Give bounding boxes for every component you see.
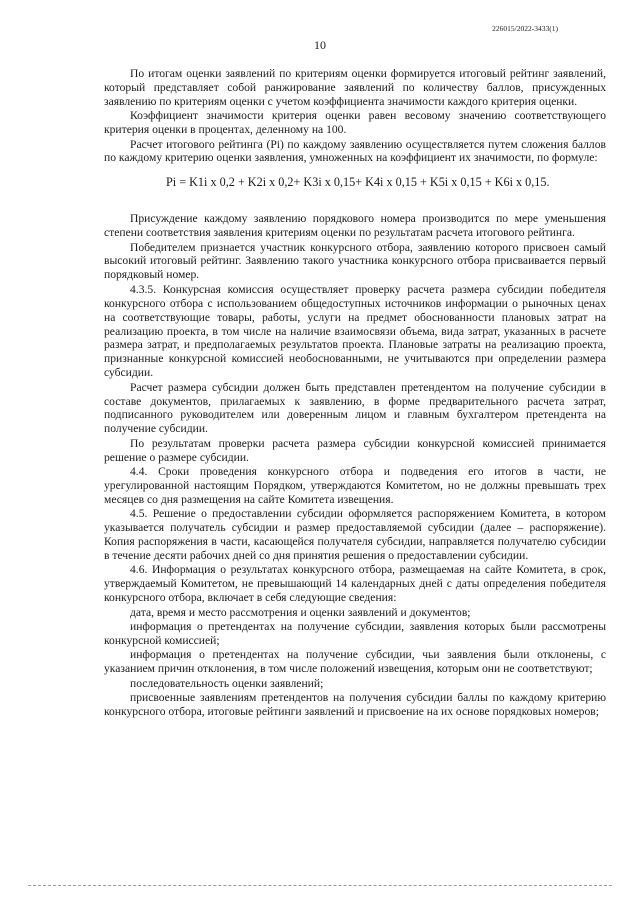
document-body — [104, 67, 606, 719]
paragraph: Расчет итогового рейтинга (Pi) по каждому заявлению осуществляется путем сложения баллов по каждому критерию оценки заявления, умноженных на коэффициент их значимости, по формуле: — [104, 137, 606, 165]
paragraph: Присуждение каждому заявлению порядкового номера производится по мере уменьшения степени соответствия заявления критериям оценки по результатам расчета итогового рейтинга. — [104, 212, 606, 240]
list-item: дата, время и место рассмотрения и оценки заявлений и документов; — [130, 605, 471, 619]
paragraph: Коэффициент значимости критерия оценки равен весовому значению соответствующего критерия оценки в процентах, деленному на 100. — [104, 109, 606, 137]
paragraph: 4.6. Информация о результатах конкурсного отбора, размещаемая на сайте Комитета, в срок, утверждаемый Комитетом, не превышающий 14 календарных дней с даты определения победителя конкурсного отбора, включает в себя следующие сведения: — [104, 563, 606, 605]
document-number: 226015/2022-3433(1) — [492, 24, 558, 33]
page-number: 10 — [314, 38, 326, 52]
list-item: присвоенные заявлениям претендентов на получения субсидии баллы по каждому критерию конкурсного отбора, итоговые рейтинги заявлений и присвоение на их основе порядковых номеров; — [104, 691, 606, 718]
page-bottom-divider — [28, 885, 612, 886]
list-item: информация о претендентах на получение субсидии, заявления которых были рассмотрены конкурсной комиссией; — [104, 620, 606, 647]
list-item: информация о претендентах на получение субсидии, чьи заявления были отклонены, с указанием причин отклонения, в том числе положений извещения, которым они не соответствуют; — [104, 648, 606, 676]
paragraph: 4.5. Решение о предоставлении субсидии оформляется распоряжением Комитета, в котором указывается получатель субсидии и размер предоставляемой субсидии (далее – распоряжение). Копия распоряжения в части, касающейся получателя субсидии, направляется получателю субсидии в течение десяти рабочих дней со дня принятия решения о предоставлении субсидии. — [104, 507, 606, 562]
paragraph: По результатам проверки расчета размера субсидии конкурсной комиссией принимается решение о размере субсидии. — [104, 436, 606, 464]
paragraph: 4.4. Сроки проведения конкурсного отбора и подведения его итогов в части, не урегулированной настоящим Порядком, утверждаются Комитетом, но не должны превышать трех месяцев со дня размещения на сайте Комитета извещения. — [104, 465, 606, 506]
paragraph: 4.3.5. Конкурсная комиссия осуществляет проверку расчета размера субсидии победителя конкурсного отбора с использованием общедоступных источников информации о рыночных ценах на соответствующие товары, работы, услуги на предмет обоснованности плановых затрат на реализацию проекта, в том числе на наличие взаимосвязи объема, вида затрат, указанных в расчете размера затрат, и предполагаемых результатов проекта. Плановые затраты на реализацию проекта, признанные конкурсной комиссией необоснованными, не учитываются при определении размера субсидии. — [104, 282, 606, 380]
paragraph: Расчет размера субсидии должен быть представлен претендентом на получение субсидии в составе документов, прилагаемых к заявлению, в форме предварительного расчета затрат, подписанного руководителем или доверенным лицом и главным бухгалтером претендента на получение субсидии. — [104, 380, 606, 436]
list-item: последовательность оценки заявлений; — [130, 676, 324, 690]
paragraph: Победителем признается участник конкурсного отбора, заявлению которого присвоен самый высокий итоговый рейтинг. Заявлению такого участника конкурсного отбора присваивается первый порядковый номер. — [104, 240, 606, 282]
rating-formula: Pi = K1i x 0,2 + K2i x 0,2+ K3i x 0,15+ K4i x 0,15 + K5i x 0,15 + K6i x 0,15. — [166, 175, 550, 190]
paragraph: По итогам оценки заявлений по критериям оценки формируется итоговый рейтинг заявлений, который представляет собой ранжирование заявлений по количеству баллов, присужденных заявлению по критериям оценки с учетом коэффициента значимости каждого критерия оценки. — [104, 67, 606, 108]
